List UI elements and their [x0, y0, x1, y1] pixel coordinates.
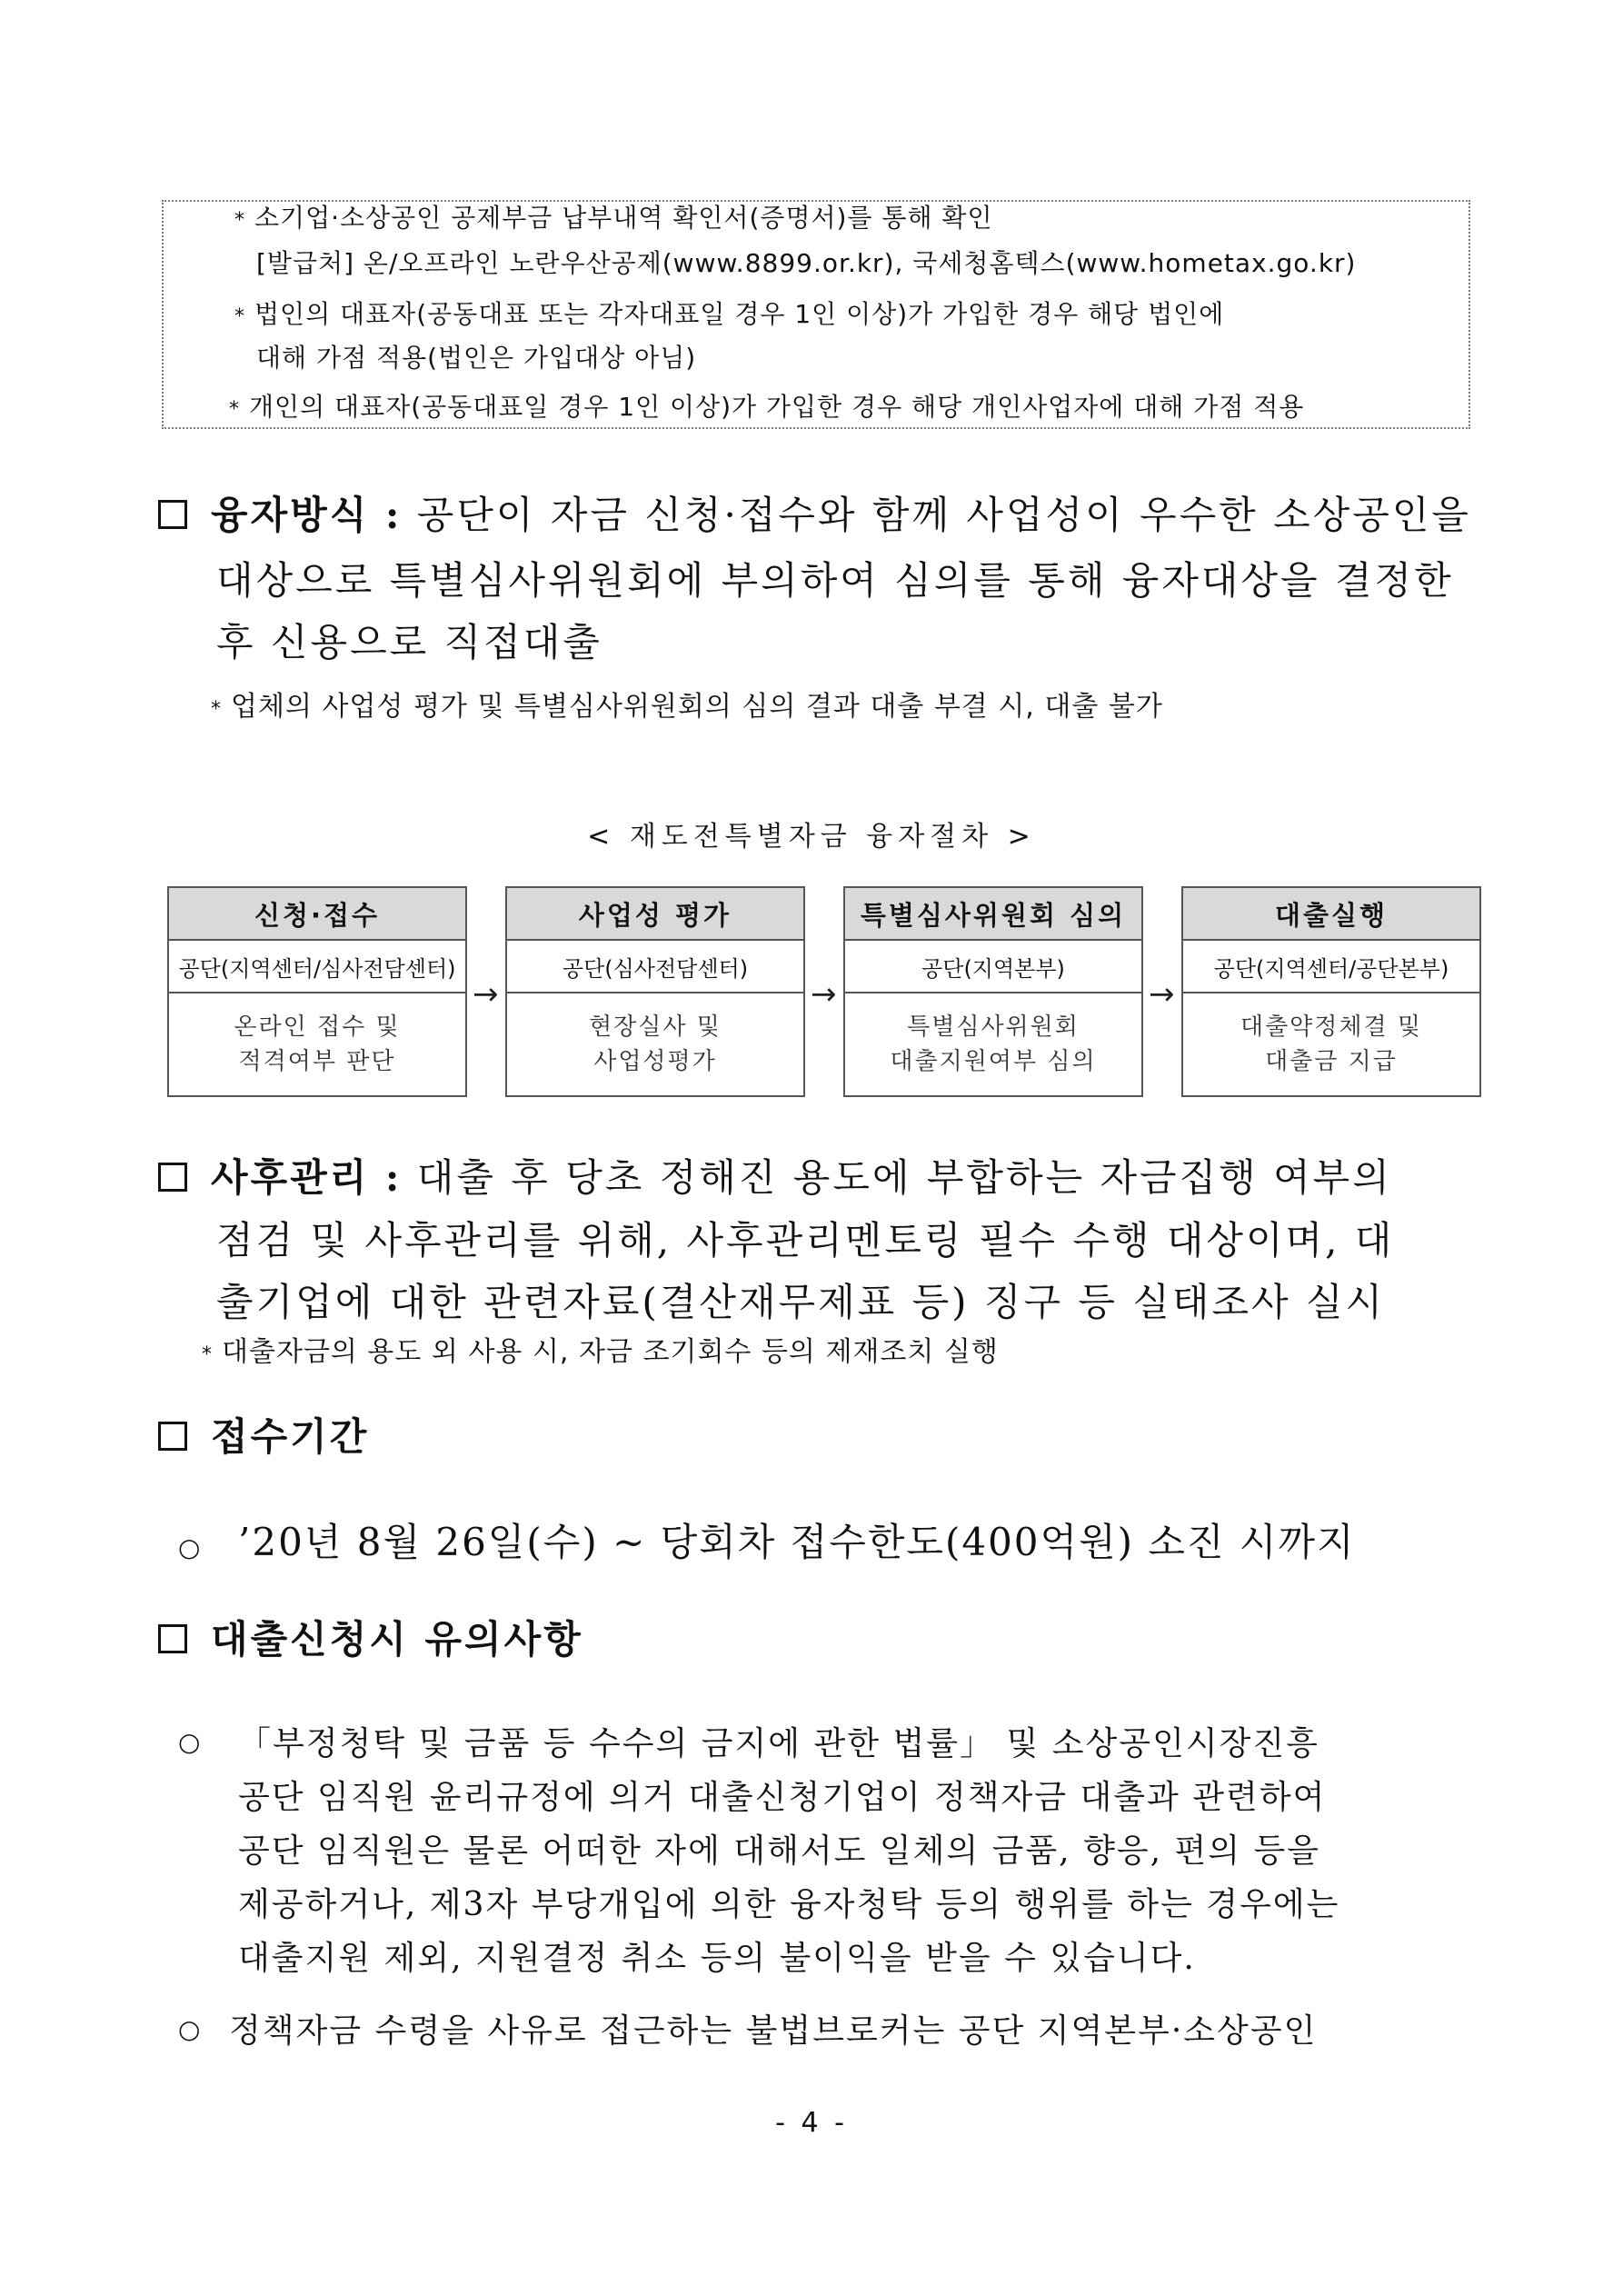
caution-p1-line-5: 대출지원 제외, 지원결정 취소 등의 불이익을 받을 수 있습니다.	[238, 1940, 1196, 1977]
aftercare-heading: 사후관리 : 대출 후 당초 정해진 용도에 부합하는 자금집행 여부의	[158, 1147, 1392, 1209]
arrow-right-icon: →	[473, 976, 499, 1013]
checkbox-icon	[158, 1163, 187, 1192]
flow-step-2	[505, 886, 805, 1097]
note-line-5: * 개인의 대표자(공동대표일 경우 1인 이상)가 가입한 경우 해당 개인사업자에 대해 가점 적용	[229, 392, 1305, 422]
flow-step-1	[167, 886, 467, 1097]
flow-step-head: 신청·접수	[169, 888, 465, 941]
financing-line-3: 후 신용으로 직접대출	[216, 620, 602, 664]
flow-step-body: 대출약정체결 및 대출금 지급	[1240, 1013, 1423, 1075]
period-text: ’20년 8월 26일(수) ~ 당회차 접수한도(400억원) 소진 시까지	[238, 1520, 1356, 1564]
checkbox-icon	[158, 500, 187, 529]
period-heading: 접수기간	[158, 1406, 369, 1468]
caution-p2-line-1: 정책자금 수령을 사유로 접근하는 불법브로커는 공단 지역본부·소상공인	[229, 2012, 1318, 2050]
arrow-right-icon: →	[1149, 976, 1175, 1013]
note-line-2: [발급처] 온/오프라인 노란우산공제(www.8899.or.kr), 국세청홈텍스(www.hometax.go.kr)	[256, 248, 1357, 278]
flow-step-head: 대출실행	[1183, 888, 1479, 941]
flow-step-4	[1181, 886, 1481, 1097]
caution-heading: 대출신청시 유의사항	[158, 1609, 583, 1671]
caution-p1-line-3: 공단 임직원은 물론 어떠한 자에 대해서도 일체의 금품, 향응, 편의 등을	[238, 1832, 1321, 1870]
financing-line-2: 대상으로 특별심사위원회에 부의하여 심의를 통해 융자대상을 결정한	[216, 558, 1454, 603]
checkbox-icon	[158, 1624, 187, 1653]
caution-p1-line-2: 공단 임직원 윤리규정에 의거 대출신청기업이 정책자금 대출과 관련하여	[238, 1779, 1327, 1816]
flow-step-body: 온라인 접수 및 적격여부 판단	[234, 1013, 401, 1075]
note-line-1: * 소기업·소상공인 공제부금 납부내역 확인서(증명서)를 통해 확인	[234, 203, 993, 233]
flow-step-body: 현장실사 및 사업성평가	[589, 1013, 722, 1075]
flow-step-head: 사업성 평가	[507, 888, 803, 941]
financing-note: * 업체의 사업성 평가 및 특별심사위원회의 심의 결과 대출 부결 시, 대출 불가	[211, 691, 1163, 723]
arrow-right-icon: →	[811, 976, 837, 1013]
note-line-3: * 법인의 대표자(공동대표 또는 각자대표일 경우 1인 이상)가 가입한 경우 해당 법인에	[234, 299, 1225, 329]
checkbox-icon	[158, 1422, 187, 1451]
bullet-icon: ○	[178, 1532, 201, 1562]
flow-step-sub: 공단(지역센터/심사전담센터)	[169, 941, 465, 993]
bullet-icon: ○	[178, 2014, 201, 2044]
aftercare-line-3: 출기업에 대한 관련자료(결산재무제표 등) 징구 등 실태조사 실시	[216, 1280, 1386, 1324]
caution-p1-line-1: 「부정청탁 및 금품 등 수수의 금지에 관한 법률」 및 소상공인시장진흥	[238, 1725, 1319, 1762]
flow-step-3	[843, 886, 1143, 1097]
flow-step-head: 특별심사위원회 심의	[845, 888, 1141, 941]
note-line-4: 대해 가점 적용(법인은 가입대상 아님)	[256, 343, 697, 373]
page-number: - 4 -	[775, 2107, 848, 2139]
flow-title: < 재도전특별자금 융자절차 >	[587, 821, 1036, 853]
aftercare-note: * 대출자금의 용도 외 사용 시, 자금 조기회수 등의 제재조치 실행	[202, 1336, 999, 1368]
flow-step-body: 특별심사위원회 대출지원여부 심의	[890, 1013, 1097, 1075]
aftercare-line-2: 점검 및 사후관리를 위해, 사후관리멘토링 필수 수행 대상이며, 대	[216, 1218, 1395, 1263]
flow-step-sub: 공단(심사전담센터)	[507, 941, 803, 993]
flow-step-sub: 공단(지역센터/공단본부)	[1183, 941, 1479, 993]
financing-heading: 융자방식 : 공단이 자금 신청·접수와 함께 사업성이 우수한 소상공인을	[158, 484, 1471, 546]
flow-step-sub: 공단(지역본부)	[845, 941, 1141, 993]
bullet-icon: ○	[178, 1727, 201, 1757]
caution-p1-line-4: 제공하거나, 제3자 부당개입에 의한 융자청탁 등의 행위를 하는 경우에는	[238, 1886, 1340, 1923]
